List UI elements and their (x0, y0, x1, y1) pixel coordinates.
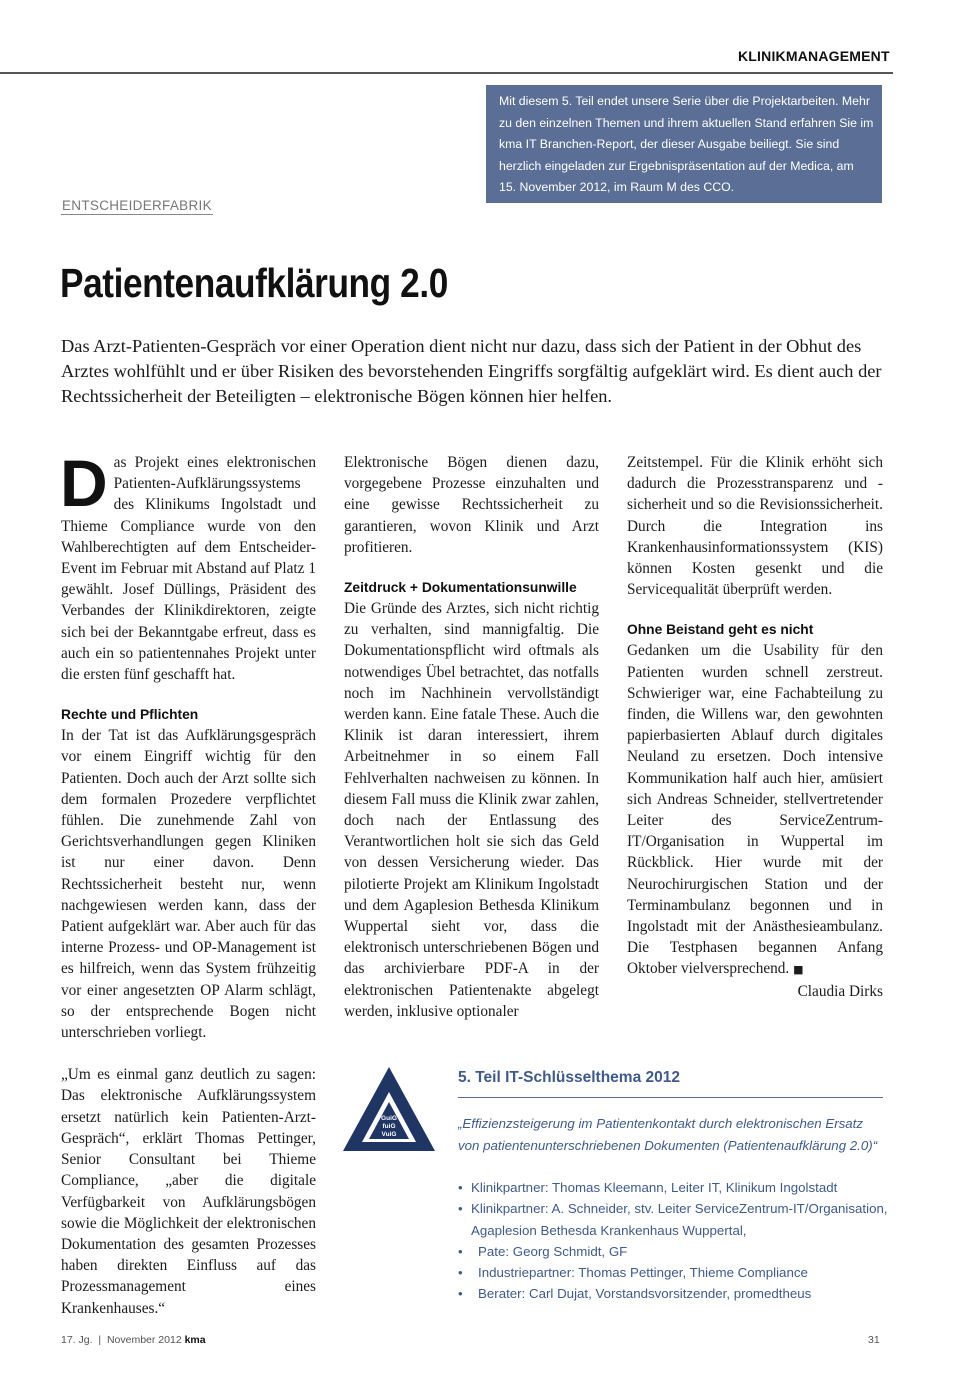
section-label: KLINIKMANAGEMENT (738, 48, 890, 64)
article-column-1 (60, 446, 316, 1319)
footer-separator: | (98, 1334, 102, 1346)
page-title: Patientenaufklärung 2.0 (60, 260, 448, 306)
paragraph-quote: „Um es einmal ganz deutlich zu sagen: Das elektronische Aufklärungssystem ersetzt natürlich kein Patienten-Arzt-Gespräch“, erklärt Thomas Pettinger, Senior Consultant bei Thieme Compliance, „aber die digitale Verfügbarkeit von Aufklärungsbögen sowie die Möglichkeit der elektronischen Dokumentation des gesamten Prozesses haben direkten Einfluss auf das Prozessmanagement eines Krankenhauses.“ (61, 1066, 316, 1317)
paragraph-beistand-text: Gedanken um die Usability für den Patienten wurden schnell zerstreut. Schwieriger war, eine Fachabteilung zu finden, die Willens war, den gewohnten papierbasierten Ablauf durch digitales Neuland zu ersetzen. Doch intensive Kommunikation half auch hier, amüsiert sich Andreas Schneider, stellvertretender Leiter des ServiceZentrum-IT/Organisation in Wuppertal im Rückblick. Hier wurde mit der Neurochirurgischen Station und der Terminambulanz begonnen und in Ingolstadt mit der Anästhesieambulanz. Die Testphasen begannen Anfang Oktober vielversprechend. (627, 642, 883, 978)
paragraph-boegen: Elektronische Bögen dienen dazu, vorgegebene Prozesse einzuhalten und eine gewisse Rechtssicherheit zu garantieren, wovon Klinik und Arzt profitieren. (344, 454, 599, 556)
header-rule (0, 72, 893, 74)
it-box-title: 5. Teil IT-Schlüsselthema 2012 (458, 1069, 680, 1086)
lead-paragraph: Das Arzt-Patienten-Gespräch vor einer Operation dient nicht nur dazu, dass sich der Patient in der Obhut des Arztes wohlfühlt und er über Risiken des bevorstehenden Eingriffs sorgfältig aufgeklärt wird. Es dient auch der Rechtssicherheit der Beteiligten – elektronische Bögen können hier helfen. (61, 336, 882, 406)
entscheiderfabrik-logo (341, 1065, 437, 1155)
subhead-rechte: Rechte und Pflichten (61, 707, 199, 723)
list-item: • Berater: Carl Dujat, Vorstandsvorsitzender, promedtheus (458, 1283, 888, 1304)
it-box-topic: „Effizienzsteigerung im Patientenkontakt durch elektronischen Ersatz von patientenunterschriebenen Dokumenten (Patientenaufklärung 2.0)“ (458, 1116, 878, 1153)
logo-text-2: fuiG (382, 1123, 396, 1130)
author-byline: Claudia Dirks (797, 982, 883, 1000)
list-item: • Industriepartner: Thomas Pettinger, Thieme Compliance (458, 1262, 888, 1283)
bullet-icon: • (458, 1201, 463, 1217)
kicker: ENTSCHEIDERFABRIK (62, 198, 212, 213)
footer-issue-info (61, 1334, 206, 1346)
page-number: 31 (868, 1334, 880, 1346)
series-info-box: Mit diesem 5. Teil endet unsere Serie über die Projektarbeiten. Mehr zu den einzelnen Themen und ihrem aktuellen Stand erfahren Sie im kma IT Branchen-Report, der dieser Ausgabe beiliegt. Sie sind herzlich eingeladen zur Ergebnispräsentation auf der Medica, am 15. November 2012, im Raum M des CCO. (486, 85, 882, 203)
paragraph-beistand (627, 640, 883, 980)
list-item: • Klinikpartner: Thomas Kleemann, Leiter IT, Klinikum Ingolstadt (458, 1177, 888, 1198)
it-box-list (458, 1177, 888, 1305)
triangle-logo-icon (341, 1065, 437, 1155)
logo-text-1: GuiG (381, 1115, 397, 1122)
paragraph-rechte: In der Tat ist das Aufklärungsgespräch vor einem Eingriff wichtig für den Patienten. Doch auch der Arzt sollte sich dem formalen Prozedere verpflichtet fühlen. Die zunehmende Zahl von Gerichtsverhandlungen gegen Kliniken ist nur einer davon. Denn Rechtssicherheit besteht nur, wenn nachgewiesen werden kann, dass der Patient aufgeklärt war. Aber auch für das interne Prozess- und OP-Management ist es hilfreich, wenn das System frühzeitig vor einer angesetzten OP Alarm schlägt, so der entsprechende Bogen nicht unterschrieben vorliegt. (61, 727, 316, 1042)
logo-text-3: VuiG (381, 1131, 397, 1138)
footer-brand: kma (184, 1334, 206, 1346)
article-column-3 (627, 452, 883, 1002)
bullet-icon: • (458, 1265, 463, 1281)
bullet-icon: • (458, 1180, 463, 1195)
paragraph-zeitstempel: Zeitstempel. Für die Klinik erhöht sich dadurch die Prozesstransparenz und -sicherheit und so die Revisionssicherheit. Durch die Integration ins Krankenhausinformationssystem (KIS) können Kosten gesenkt und die Servicequalität überprüft werden. (627, 454, 883, 599)
end-mark-icon: ■ (793, 963, 804, 977)
article-column-2 (344, 452, 599, 1022)
paragraph-intro (60, 446, 316, 685)
it-box-rule (458, 1097, 883, 1098)
subhead-beistand: Ohne Beistand geht es nicht (627, 622, 814, 638)
paragraph-intro-text: as Projekt eines elektronischen Patienten-Aufklärungssystems des Klinikums Ingolstadt und Thieme Compliance wurde von den Wahlberechtigten auf dem Entscheider-Event im Februar mit Abstand auf Platz 1 gewählt. Josef Düllings, Präsident des Verbandes der Klinikdirektoren, zeigte sich bei der Bekanntgabe erfreut, dass es auch ein so patientennahes Projekt unter die ersten fünf geschafft hat. (61, 454, 316, 684)
paragraph-zeitdruck: Die Gründe des Arztes, sich nicht richtig zu verhalten, sind mannigfaltig. Die Dokumentationspflicht wird oftmals als notwendiges Übel betrachtet, das notfalls noch im Nachhinein vervollständigt werden kann. Eine fatale These. Auch die Klinik ist daran interessiert, ihrem Arbeitnehmer in so einem Fall Fehlverhalten nachweisen zu können. In diesem Fall muss die Klinik zwar zahlen, doch nach der Entlassung des Verantwortlichen holt sie sich das Geld von dessen Versicherung wieder. Das pilotierte Projekt am Klinikum Ingolstadt und dem Agaplesion Bethesda Klinikum Wuppertal sieht vor, dass die elektronisch unterschriebenen Bögen und das archivierbare PDF-A in der elektronischen Patientenakte abgelegt werden, inklusive optionaler (344, 600, 599, 1020)
bullet-icon: • (458, 1286, 463, 1302)
list-item: • Klinikpartner: A. Schneider, stv. Leiter ServiceZentrum-IT/Organisation, Agaplesion Bethesda Krankenhaus Wuppertal, (458, 1198, 888, 1241)
subhead-zeitdruck: Zeitdruck + Dokumentationsunwille (344, 580, 577, 596)
footer-date: November 2012 (106, 1334, 182, 1346)
footer-issue: 17. Jg. (61, 1334, 93, 1346)
list-item: • Pate: Georg Schmidt, GF (458, 1241, 888, 1262)
bullet-icon: • (458, 1243, 463, 1259)
drop-cap: D (60, 446, 108, 520)
